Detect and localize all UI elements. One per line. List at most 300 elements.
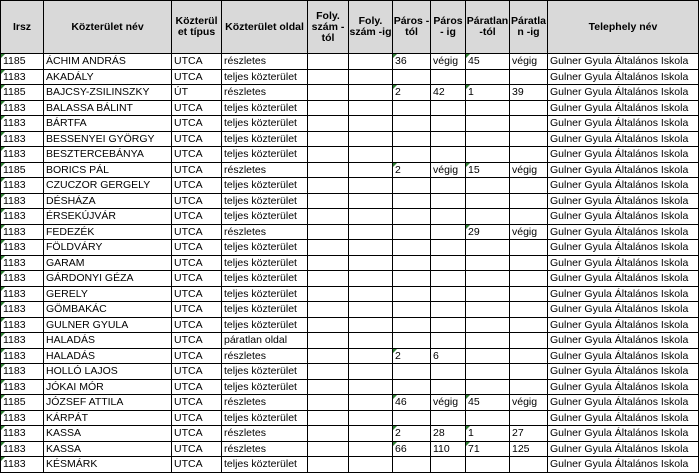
cell-foly-szam-tol[interactable] xyxy=(308,209,349,225)
cell-kozterulet-tipus[interactable]: UTCA xyxy=(172,395,222,411)
cell-kozterulet-oldal[interactable]: részletes xyxy=(222,85,308,101)
cell-kozterulet-nev[interactable]: BAJCSY-ZSILINSZKY xyxy=(44,85,172,101)
cell-kozterulet-oldal[interactable]: részletes xyxy=(222,54,308,70)
cell-paros-tol[interactable] xyxy=(393,131,431,147)
cell-telephely-nev[interactable]: Gulner Gyula Általános Iskola xyxy=(548,441,699,457)
cell-kozterulet-nev[interactable]: HALADÁS xyxy=(44,333,172,349)
cell-paratlan-ig[interactable] xyxy=(510,178,548,194)
cell-kozterulet-tipus[interactable]: UTCA xyxy=(172,162,222,178)
cell-foly-szam-tol[interactable] xyxy=(308,333,349,349)
cell-kozterulet-nev[interactable]: JÓZSEF ATTILA xyxy=(44,395,172,411)
cell-paros-tol[interactable] xyxy=(393,333,431,349)
column-header-kozterulet-nev[interactable]: Közterület név xyxy=(44,1,172,54)
cell-paros-ig[interactable] xyxy=(431,100,466,116)
cell-paros-tol[interactable] xyxy=(393,224,431,240)
cell-foly-szam-ig[interactable] xyxy=(349,85,393,101)
column-header-foly-szam-tol[interactable]: Foly. szám - tól xyxy=(308,1,349,54)
cell-telephely-nev[interactable]: Gulner Gyula Általános Iskola xyxy=(548,69,699,85)
cell-paros-tol[interactable] xyxy=(393,100,431,116)
cell-kozterulet-tipus[interactable]: UTCA xyxy=(172,209,222,225)
cell-kozterulet-oldal[interactable]: teljes közterület xyxy=(222,69,308,85)
cell-paros-tol[interactable] xyxy=(393,364,431,380)
cell-foly-szam-tol[interactable] xyxy=(308,364,349,380)
cell-kozterulet-oldal[interactable]: részletes xyxy=(222,426,308,442)
cell-foly-szam-tol[interactable] xyxy=(308,69,349,85)
cell-foly-szam-ig[interactable] xyxy=(349,395,393,411)
cell-paratlan-tol[interactable] xyxy=(466,348,510,364)
cell-paros-tol[interactable] xyxy=(393,410,431,426)
cell-paratlan-ig[interactable] xyxy=(510,286,548,302)
cell-foly-szam-tol[interactable] xyxy=(308,224,349,240)
cell-kozterulet-tipus[interactable]: ÚT xyxy=(172,85,222,101)
cell-irsz[interactable]: 1183 xyxy=(1,209,44,225)
cell-irsz[interactable]: 1183 xyxy=(1,348,44,364)
cell-kozterulet-oldal[interactable]: részletes xyxy=(222,224,308,240)
cell-irsz[interactable]: 1185 xyxy=(1,85,44,101)
cell-irsz[interactable]: 1185 xyxy=(1,54,44,70)
column-header-paros-tol[interactable]: Páros - tól xyxy=(393,1,431,54)
cell-foly-szam-ig[interactable] xyxy=(349,100,393,116)
cell-kozterulet-tipus[interactable]: UTCA xyxy=(172,178,222,194)
cell-irsz[interactable]: 1183 xyxy=(1,441,44,457)
cell-kozterulet-oldal[interactable]: teljes közterület xyxy=(222,271,308,287)
cell-paratlan-tol[interactable] xyxy=(466,317,510,333)
cell-kozterulet-nev[interactable]: KÉSMÁRK xyxy=(44,457,172,473)
cell-kozterulet-oldal[interactable]: teljes közterület xyxy=(222,116,308,132)
cell-telephely-nev[interactable]: Gulner Gyula Általános Iskola xyxy=(548,410,699,426)
cell-irsz[interactable]: 1183 xyxy=(1,147,44,163)
cell-kozterulet-nev[interactable]: HOLLÓ LAJOS xyxy=(44,364,172,380)
cell-paratlan-tol[interactable] xyxy=(466,286,510,302)
cell-paratlan-tol[interactable] xyxy=(466,116,510,132)
cell-kozterulet-oldal[interactable]: teljes közterület xyxy=(222,286,308,302)
cell-kozterulet-tipus[interactable]: UTCA xyxy=(172,426,222,442)
cell-kozterulet-tipus[interactable]: UTCA xyxy=(172,317,222,333)
cell-telephely-nev[interactable]: Gulner Gyula Általános Iskola xyxy=(548,255,699,271)
cell-paratlan-tol[interactable] xyxy=(466,147,510,163)
cell-kozterulet-oldal[interactable]: részletes xyxy=(222,441,308,457)
cell-telephely-nev[interactable]: Gulner Gyula Általános Iskola xyxy=(548,131,699,147)
cell-foly-szam-tol[interactable] xyxy=(308,379,349,395)
cell-kozterulet-oldal[interactable]: teljes közterület xyxy=(222,379,308,395)
cell-paratlan-ig[interactable]: végig xyxy=(510,162,548,178)
cell-kozterulet-oldal[interactable]: páratlan oldal xyxy=(222,333,308,349)
cell-paros-ig[interactable] xyxy=(431,457,466,473)
cell-foly-szam-ig[interactable] xyxy=(349,131,393,147)
cell-paratlan-ig[interactable] xyxy=(510,116,548,132)
cell-telephely-nev[interactable]: Gulner Gyula Általános Iskola xyxy=(548,271,699,287)
cell-paros-ig[interactable]: végig xyxy=(431,162,466,178)
cell-foly-szam-tol[interactable] xyxy=(308,240,349,256)
cell-kozterulet-tipus[interactable]: UTCA xyxy=(172,224,222,240)
cell-paratlan-tol[interactable] xyxy=(466,69,510,85)
cell-paros-ig[interactable] xyxy=(431,317,466,333)
cell-paratlan-tol[interactable] xyxy=(466,379,510,395)
cell-foly-szam-ig[interactable] xyxy=(349,286,393,302)
cell-paratlan-ig[interactable] xyxy=(510,302,548,318)
cell-foly-szam-tol[interactable] xyxy=(308,178,349,194)
cell-telephely-nev[interactable]: Gulner Gyula Általános Iskola xyxy=(548,116,699,132)
cell-kozterulet-oldal[interactable]: teljes közterület xyxy=(222,457,308,473)
cell-kozterulet-tipus[interactable]: UTCA xyxy=(172,193,222,209)
cell-foly-szam-tol[interactable] xyxy=(308,147,349,163)
cell-foly-szam-ig[interactable] xyxy=(349,147,393,163)
cell-paros-tol[interactable] xyxy=(393,178,431,194)
cell-irsz[interactable]: 1185 xyxy=(1,395,44,411)
cell-telephely-nev[interactable]: Gulner Gyula Általános Iskola xyxy=(548,395,699,411)
cell-paratlan-tol[interactable] xyxy=(466,302,510,318)
cell-foly-szam-ig[interactable] xyxy=(349,209,393,225)
cell-kozterulet-nev[interactable]: BALASSA BÁLINT xyxy=(44,100,172,116)
cell-kozterulet-nev[interactable]: BÁRTFA xyxy=(44,116,172,132)
cell-paratlan-tol[interactable] xyxy=(466,364,510,380)
cell-kozterulet-oldal[interactable]: teljes közterület xyxy=(222,410,308,426)
cell-foly-szam-tol[interactable] xyxy=(308,54,349,70)
cell-foly-szam-tol[interactable] xyxy=(308,193,349,209)
cell-paratlan-ig[interactable]: végig xyxy=(510,54,548,70)
cell-paratlan-tol[interactable] xyxy=(466,271,510,287)
cell-paratlan-tol[interactable]: 15 xyxy=(466,162,510,178)
cell-kozterulet-tipus[interactable]: UTCA xyxy=(172,240,222,256)
cell-telephely-nev[interactable]: Gulner Gyula Általános Iskola xyxy=(548,100,699,116)
cell-kozterulet-tipus[interactable]: UTCA xyxy=(172,54,222,70)
cell-kozterulet-nev[interactable]: BESSENYEI GYÖRGY xyxy=(44,131,172,147)
cell-paros-ig[interactable] xyxy=(431,255,466,271)
cell-kozterulet-nev[interactable]: ÉRSEKÚJVÁR xyxy=(44,209,172,225)
cell-foly-szam-ig[interactable] xyxy=(349,224,393,240)
cell-irsz[interactable]: 1183 xyxy=(1,116,44,132)
cell-paratlan-tol[interactable] xyxy=(466,410,510,426)
column-header-paratlan-ig[interactable]: Páratla n -ig xyxy=(510,1,548,54)
cell-kozterulet-tipus[interactable]: UTCA xyxy=(172,379,222,395)
cell-paros-ig[interactable] xyxy=(431,333,466,349)
cell-paros-tol[interactable] xyxy=(393,193,431,209)
cell-paratlan-ig[interactable] xyxy=(510,457,548,473)
cell-irsz[interactable]: 1183 xyxy=(1,255,44,271)
cell-telephely-nev[interactable]: Gulner Gyula Általános Iskola xyxy=(548,193,699,209)
cell-paratlan-tol[interactable]: 45 xyxy=(466,395,510,411)
cell-paratlan-ig[interactable] xyxy=(510,131,548,147)
cell-foly-szam-tol[interactable] xyxy=(308,317,349,333)
cell-paros-tol[interactable] xyxy=(393,69,431,85)
cell-kozterulet-oldal[interactable]: teljes közterület xyxy=(222,364,308,380)
cell-kozterulet-nev[interactable]: GULNER GYULA xyxy=(44,317,172,333)
cell-telephely-nev[interactable]: Gulner Gyula Általános Iskola xyxy=(548,286,699,302)
cell-irsz[interactable]: 1183 xyxy=(1,317,44,333)
cell-foly-szam-tol[interactable] xyxy=(308,441,349,457)
cell-kozterulet-tipus[interactable]: UTCA xyxy=(172,410,222,426)
cell-irsz[interactable]: 1183 xyxy=(1,224,44,240)
cell-paros-tol[interactable]: 2 xyxy=(393,162,431,178)
cell-kozterulet-oldal[interactable]: teljes közterület xyxy=(222,209,308,225)
cell-paratlan-ig[interactable] xyxy=(510,317,548,333)
cell-foly-szam-tol[interactable] xyxy=(308,457,349,473)
cell-telephely-nev[interactable]: Gulner Gyula Általános Iskola xyxy=(548,348,699,364)
cell-paratlan-ig[interactable] xyxy=(510,193,548,209)
cell-telephely-nev[interactable]: Gulner Gyula Általános Iskola xyxy=(548,147,699,163)
cell-paros-ig[interactable] xyxy=(431,209,466,225)
cell-paros-tol[interactable] xyxy=(393,147,431,163)
cell-paros-ig[interactable] xyxy=(431,69,466,85)
cell-paratlan-ig[interactable]: 125 xyxy=(510,441,548,457)
cell-paratlan-ig[interactable] xyxy=(510,410,548,426)
cell-paros-tol[interactable]: 2 xyxy=(393,85,431,101)
cell-kozterulet-tipus[interactable]: UTCA xyxy=(172,302,222,318)
cell-kozterulet-tipus[interactable]: UTCA xyxy=(172,348,222,364)
cell-kozterulet-tipus[interactable]: UTCA xyxy=(172,441,222,457)
cell-foly-szam-ig[interactable] xyxy=(349,116,393,132)
cell-foly-szam-ig[interactable] xyxy=(349,441,393,457)
cell-kozterulet-oldal[interactable]: teljes közterület xyxy=(222,100,308,116)
cell-paros-tol[interactable] xyxy=(393,379,431,395)
cell-telephely-nev[interactable]: Gulner Gyula Általános Iskola xyxy=(548,240,699,256)
cell-kozterulet-nev[interactable]: ÁCHIM ANDRÁS xyxy=(44,54,172,70)
cell-irsz[interactable]: 1183 xyxy=(1,410,44,426)
cell-paratlan-ig[interactable] xyxy=(510,147,548,163)
cell-kozterulet-nev[interactable]: GERELY xyxy=(44,286,172,302)
cell-irsz[interactable]: 1183 xyxy=(1,271,44,287)
cell-telephely-nev[interactable]: Gulner Gyula Általános Iskola xyxy=(548,364,699,380)
cell-telephely-nev[interactable]: Gulner Gyula Általános Iskola xyxy=(548,54,699,70)
cell-irsz[interactable]: 1183 xyxy=(1,131,44,147)
cell-kozterulet-nev[interactable]: JÓKAI MÓR xyxy=(44,379,172,395)
cell-kozterulet-nev[interactable]: FÖLDVÁRY xyxy=(44,240,172,256)
cell-foly-szam-ig[interactable] xyxy=(349,240,393,256)
cell-paratlan-ig[interactable] xyxy=(510,364,548,380)
cell-paratlan-ig[interactable]: 27 xyxy=(510,426,548,442)
cell-foly-szam-tol[interactable] xyxy=(308,85,349,101)
cell-kozterulet-tipus[interactable]: UTCA xyxy=(172,364,222,380)
cell-irsz[interactable]: 1183 xyxy=(1,379,44,395)
cell-foly-szam-ig[interactable] xyxy=(349,54,393,70)
cell-paros-ig[interactable] xyxy=(431,379,466,395)
cell-kozterulet-tipus[interactable]: UTCA xyxy=(172,271,222,287)
cell-telephely-nev[interactable]: Gulner Gyula Általános Iskola xyxy=(548,457,699,473)
cell-kozterulet-oldal[interactable]: teljes közterület xyxy=(222,131,308,147)
cell-kozterulet-nev[interactable]: FEDEZÉK xyxy=(44,224,172,240)
cell-paratlan-tol[interactable]: 1 xyxy=(466,426,510,442)
cell-kozterulet-nev[interactable]: DÉSHÁZA xyxy=(44,193,172,209)
cell-foly-szam-ig[interactable] xyxy=(349,348,393,364)
cell-paratlan-ig[interactable] xyxy=(510,240,548,256)
cell-kozterulet-oldal[interactable]: részletes xyxy=(222,395,308,411)
cell-kozterulet-nev[interactable]: HALADÁS xyxy=(44,348,172,364)
cell-paros-ig[interactable] xyxy=(431,224,466,240)
cell-foly-szam-ig[interactable] xyxy=(349,271,393,287)
cell-foly-szam-ig[interactable] xyxy=(349,317,393,333)
cell-kozterulet-tipus[interactable]: UTCA xyxy=(172,69,222,85)
cell-irsz[interactable]: 1183 xyxy=(1,302,44,318)
cell-paratlan-ig[interactable] xyxy=(510,333,548,349)
cell-telephely-nev[interactable]: Gulner Gyula Általános Iskola xyxy=(548,209,699,225)
cell-telephely-nev[interactable]: Gulner Gyula Általános Iskola xyxy=(548,178,699,194)
cell-telephely-nev[interactable]: Gulner Gyula Általános Iskola xyxy=(548,333,699,349)
cell-paros-ig[interactable]: végig xyxy=(431,54,466,70)
cell-kozterulet-nev[interactable]: BORICS PÁL xyxy=(44,162,172,178)
cell-paros-tol[interactable] xyxy=(393,286,431,302)
cell-paratlan-tol[interactable] xyxy=(466,457,510,473)
cell-foly-szam-ig[interactable] xyxy=(349,379,393,395)
cell-kozterulet-tipus[interactable]: UTCA xyxy=(172,457,222,473)
cell-kozterulet-nev[interactable]: GÖMBAKÁC xyxy=(44,302,172,318)
cell-kozterulet-tipus[interactable]: UTCA xyxy=(172,147,222,163)
cell-foly-szam-tol[interactable] xyxy=(308,162,349,178)
cell-kozterulet-oldal[interactable]: részletes xyxy=(222,348,308,364)
cell-foly-szam-tol[interactable] xyxy=(308,302,349,318)
cell-kozterulet-oldal[interactable]: teljes közterület xyxy=(222,255,308,271)
cell-paros-ig[interactable] xyxy=(431,410,466,426)
cell-paratlan-ig[interactable] xyxy=(510,255,548,271)
cell-paratlan-ig[interactable]: 39 xyxy=(510,85,548,101)
cell-foly-szam-tol[interactable] xyxy=(308,286,349,302)
column-header-kozterulet-oldal[interactable]: Közterület oldal xyxy=(222,1,308,54)
cell-kozterulet-nev[interactable]: BESZTERCEBÁNYA xyxy=(44,147,172,163)
cell-paratlan-ig[interactable] xyxy=(510,100,548,116)
cell-paros-ig[interactable]: végig xyxy=(431,395,466,411)
cell-irsz[interactable]: 1183 xyxy=(1,193,44,209)
cell-telephely-nev[interactable]: Gulner Gyula Általános Iskola xyxy=(548,379,699,395)
cell-irsz[interactable]: 1183 xyxy=(1,426,44,442)
cell-paros-ig[interactable] xyxy=(431,240,466,256)
cell-paratlan-tol[interactable]: 45 xyxy=(466,54,510,70)
cell-paratlan-ig[interactable]: végig xyxy=(510,395,548,411)
cell-paratlan-tol[interactable] xyxy=(466,209,510,225)
cell-kozterulet-oldal[interactable]: teljes közterület xyxy=(222,240,308,256)
cell-foly-szam-tol[interactable] xyxy=(308,395,349,411)
cell-paros-tol[interactable]: 46 xyxy=(393,395,431,411)
cell-foly-szam-tol[interactable] xyxy=(308,271,349,287)
cell-irsz[interactable]: 1183 xyxy=(1,69,44,85)
cell-irsz[interactable]: 1185 xyxy=(1,162,44,178)
cell-telephely-nev[interactable]: Gulner Gyula Általános Iskola xyxy=(548,224,699,240)
cell-paratlan-tol[interactable] xyxy=(466,240,510,256)
cell-paros-tol[interactable] xyxy=(393,302,431,318)
cell-paros-tol[interactable] xyxy=(393,240,431,256)
cell-kozterulet-nev[interactable]: GÁRDONYI GÉZA xyxy=(44,271,172,287)
cell-paratlan-ig[interactable] xyxy=(510,379,548,395)
cell-paros-ig[interactable] xyxy=(431,302,466,318)
cell-paratlan-ig[interactable] xyxy=(510,348,548,364)
cell-kozterulet-oldal[interactable]: részletes xyxy=(222,162,308,178)
cell-paratlan-tol[interactable] xyxy=(466,193,510,209)
cell-paratlan-tol[interactable]: 71 xyxy=(466,441,510,457)
cell-paratlan-ig[interactable]: végig xyxy=(510,224,548,240)
cell-paratlan-tol[interactable] xyxy=(466,131,510,147)
cell-irsz[interactable]: 1183 xyxy=(1,364,44,380)
column-header-irsz[interactable]: Irsz xyxy=(1,1,44,54)
cell-paros-tol[interactable] xyxy=(393,457,431,473)
cell-telephely-nev[interactable]: Gulner Gyula Általános Iskola xyxy=(548,302,699,318)
cell-kozterulet-oldal[interactable]: teljes közterület xyxy=(222,317,308,333)
cell-kozterulet-oldal[interactable]: teljes közterület xyxy=(222,302,308,318)
cell-foly-szam-tol[interactable] xyxy=(308,426,349,442)
cell-irsz[interactable]: 1183 xyxy=(1,178,44,194)
cell-paratlan-tol[interactable] xyxy=(466,178,510,194)
column-header-paros-ig[interactable]: Páros - ig xyxy=(431,1,466,54)
cell-paros-tol[interactable] xyxy=(393,317,431,333)
cell-foly-szam-ig[interactable] xyxy=(349,193,393,209)
cell-paratlan-tol[interactable] xyxy=(466,255,510,271)
cell-foly-szam-ig[interactable] xyxy=(349,426,393,442)
cell-foly-szam-ig[interactable] xyxy=(349,69,393,85)
cell-paratlan-tol[interactable] xyxy=(466,100,510,116)
cell-paros-ig[interactable] xyxy=(431,147,466,163)
cell-foly-szam-tol[interactable] xyxy=(308,131,349,147)
cell-kozterulet-tipus[interactable]: UTCA xyxy=(172,100,222,116)
cell-paros-tol[interactable]: 2 xyxy=(393,348,431,364)
cell-paros-ig[interactable] xyxy=(431,286,466,302)
cell-kozterulet-tipus[interactable]: UTCA xyxy=(172,131,222,147)
column-header-telephely-nev[interactable]: Telephely név xyxy=(548,1,699,54)
cell-paratlan-ig[interactable] xyxy=(510,69,548,85)
cell-telephely-nev[interactable]: Gulner Gyula Általános Iskola xyxy=(548,162,699,178)
cell-kozterulet-nev[interactable]: KASSA xyxy=(44,441,172,457)
cell-kozterulet-tipus[interactable]: UTCA xyxy=(172,333,222,349)
cell-paros-ig[interactable] xyxy=(431,364,466,380)
cell-kozterulet-tipus[interactable]: UTCA xyxy=(172,255,222,271)
cell-paros-ig[interactable] xyxy=(431,116,466,132)
cell-irsz[interactable]: 1183 xyxy=(1,100,44,116)
cell-kozterulet-nev[interactable]: KASSA xyxy=(44,426,172,442)
cell-foly-szam-ig[interactable] xyxy=(349,457,393,473)
cell-paros-tol[interactable] xyxy=(393,209,431,225)
column-header-paratlan-tol[interactable]: Páratlan -tól xyxy=(466,1,510,54)
cell-paros-ig[interactable]: 110 xyxy=(431,441,466,457)
cell-paros-ig[interactable]: 28 xyxy=(431,426,466,442)
cell-paratlan-ig[interactable] xyxy=(510,271,548,287)
cell-paratlan-tol[interactable]: 1 xyxy=(466,85,510,101)
cell-kozterulet-oldal[interactable]: teljes közterület xyxy=(222,147,308,163)
cell-paros-tol[interactable]: 2 xyxy=(393,426,431,442)
cell-kozterulet-nev[interactable]: CZUCZOR GERGELY xyxy=(44,178,172,194)
cell-foly-szam-ig[interactable] xyxy=(349,255,393,271)
cell-telephely-nev[interactable]: Gulner Gyula Általános Iskola xyxy=(548,317,699,333)
cell-kozterulet-tipus[interactable]: UTCA xyxy=(172,286,222,302)
cell-foly-szam-ig[interactable] xyxy=(349,410,393,426)
cell-paratlan-tol[interactable]: 29 xyxy=(466,224,510,240)
cell-foly-szam-ig[interactable] xyxy=(349,302,393,318)
cell-foly-szam-ig[interactable] xyxy=(349,333,393,349)
cell-paros-ig[interactable] xyxy=(431,131,466,147)
cell-foly-szam-ig[interactable] xyxy=(349,364,393,380)
column-header-foly-szam-ig[interactable]: Foly. szám -ig xyxy=(349,1,393,54)
cell-paros-tol[interactable]: 36 xyxy=(393,54,431,70)
cell-foly-szam-tol[interactable] xyxy=(308,255,349,271)
cell-paros-ig[interactable] xyxy=(431,178,466,194)
cell-kozterulet-tipus[interactable]: UTCA xyxy=(172,116,222,132)
cell-kozterulet-oldal[interactable]: teljes közterület xyxy=(222,193,308,209)
cell-paratlan-tol[interactable] xyxy=(466,333,510,349)
cell-paros-ig[interactable] xyxy=(431,271,466,287)
cell-paratlan-ig[interactable] xyxy=(510,209,548,225)
cell-paros-tol[interactable] xyxy=(393,116,431,132)
cell-kozterulet-nev[interactable]: GARAM xyxy=(44,255,172,271)
cell-foly-szam-ig[interactable] xyxy=(349,162,393,178)
cell-irsz[interactable]: 1183 xyxy=(1,240,44,256)
cell-paros-tol[interactable] xyxy=(393,271,431,287)
cell-telephely-nev[interactable]: Gulner Gyula Általános Iskola xyxy=(548,85,699,101)
cell-paros-ig[interactable]: 6 xyxy=(431,348,466,364)
cell-foly-szam-tol[interactable] xyxy=(308,100,349,116)
cell-kozterulet-oldal[interactable]: teljes közterület xyxy=(222,178,308,194)
column-header-kozterulet-tipus[interactable]: Közterül et típus xyxy=(172,1,222,54)
cell-foly-szam-tol[interactable] xyxy=(308,348,349,364)
cell-paros-ig[interactable] xyxy=(431,193,466,209)
cell-foly-szam-tol[interactable] xyxy=(308,116,349,132)
cell-irsz[interactable]: 1183 xyxy=(1,333,44,349)
cell-paros-ig[interactable]: 42 xyxy=(431,85,466,101)
cell-telephely-nev[interactable]: Gulner Gyula Általános Iskola xyxy=(548,426,699,442)
